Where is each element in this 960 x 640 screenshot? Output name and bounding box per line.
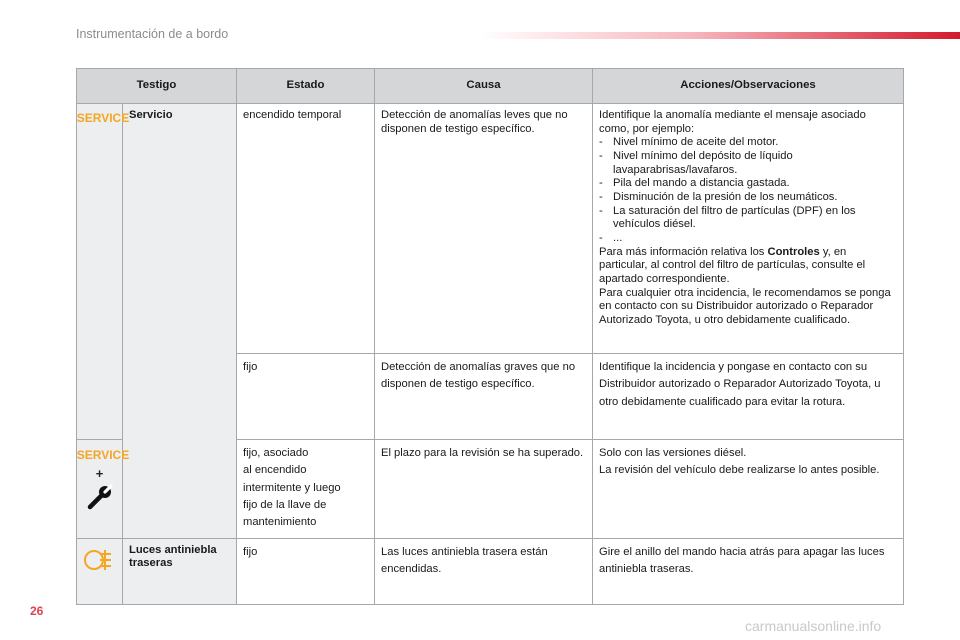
causa-cell: Detección de anomalías graves que no disponen de testigo específico.	[375, 354, 593, 440]
column-header-estado: Estado	[237, 69, 375, 104]
acciones-info: Para más información relativa los Controles y, en particular, al control del filtro de partículas, consulte el apartado correspondiente.	[599, 245, 866, 285]
table-header-row	[77, 69, 904, 104]
acciones-cell: Gire el anillo del mando hacia atrás para apagar las luces antiniebla traseras.	[593, 538, 904, 604]
controles-reference: Controles	[767, 245, 820, 258]
indicator-table	[76, 68, 904, 605]
acciones-other: Para cualquier otra incidencia, le recomendamos se ponga en contacto con su Distribuidor autorizado o Reparador Autorizado Toyota, u otro debidamente cualificado.	[599, 286, 891, 326]
service-warning-icon	[76, 109, 130, 125]
estado-cell: fijo	[237, 354, 375, 440]
column-header-causa: Causa	[375, 69, 593, 104]
list-item: - Pila del mando a distancia gastada.	[599, 177, 790, 190]
service-plus-wrench-icon-cell	[76, 440, 130, 539]
column-header-testigo: Testigo	[77, 69, 237, 104]
list-item: - Nivel mínimo del depósito de líquido lavaparabrisas/lavafaros.	[599, 149, 793, 176]
header-accent-bar	[480, 32, 960, 39]
list-item: - Disminución de la presión de los neumáticos.	[599, 190, 838, 203]
causa-cell: El plazo para la revisión se ha superado.	[375, 440, 593, 539]
wrench-icon	[87, 484, 113, 510]
fog-name-cell: Luces antiniebla traseras	[123, 538, 237, 604]
fog-icon-cell	[77, 538, 123, 604]
table-row	[77, 104, 904, 354]
acciones-cell	[593, 104, 904, 354]
plus-sign: +	[95, 466, 104, 481]
section-title: Instrumentación de a bordo	[76, 27, 229, 41]
indicator-name: Servicio	[129, 109, 173, 121]
causa-cell: Las luces antiniebla trasera están encendidas.	[375, 538, 593, 604]
service-icon-cell	[76, 104, 130, 440]
list-item: - Nivel mínimo de aceite del motor.	[599, 136, 779, 149]
acciones-cell: Solo con las versiones diésel. La revisión del vehículo debe realizarse lo antes posible.	[593, 440, 904, 539]
svg-text:SERVICE: SERVICE	[76, 111, 130, 125]
acciones-cell: Identifique la incidencia y pongase en contacto con su Distribuidor autorizado o Reparador Autorizado Toyota, u otro debidamente cualificado para evitar la rotura.	[593, 354, 904, 440]
table-row	[77, 538, 904, 604]
service-warning-icon	[76, 446, 130, 462]
estado-cell: fijo, asociado al encendido intermitente y luego fijo de la llave de mantenimiento	[237, 440, 375, 539]
rear-fog-light-icon	[85, 547, 115, 573]
svg-text:SERVICE: SERVICE	[76, 448, 130, 462]
page-number: 26	[30, 604, 44, 618]
watermark: carmanualsonline.info	[745, 618, 882, 634]
column-header-acciones: Acciones/Observaciones	[593, 69, 904, 104]
service-name-cell	[123, 104, 237, 539]
acciones-intro: Identifique la anomalía mediante el mensaje asociado como, por ejemplo:	[599, 109, 866, 135]
estado-cell: encendido temporal	[237, 104, 375, 354]
estado-cell: fijo	[237, 538, 375, 604]
list-item: - La saturación del filtro de partículas (DPF) en los vehículos diésel.	[599, 204, 856, 231]
list-item: - ...	[599, 231, 623, 244]
causa-cell: Detección de anomalías leves que no disponen de testigo específico.	[375, 104, 593, 354]
